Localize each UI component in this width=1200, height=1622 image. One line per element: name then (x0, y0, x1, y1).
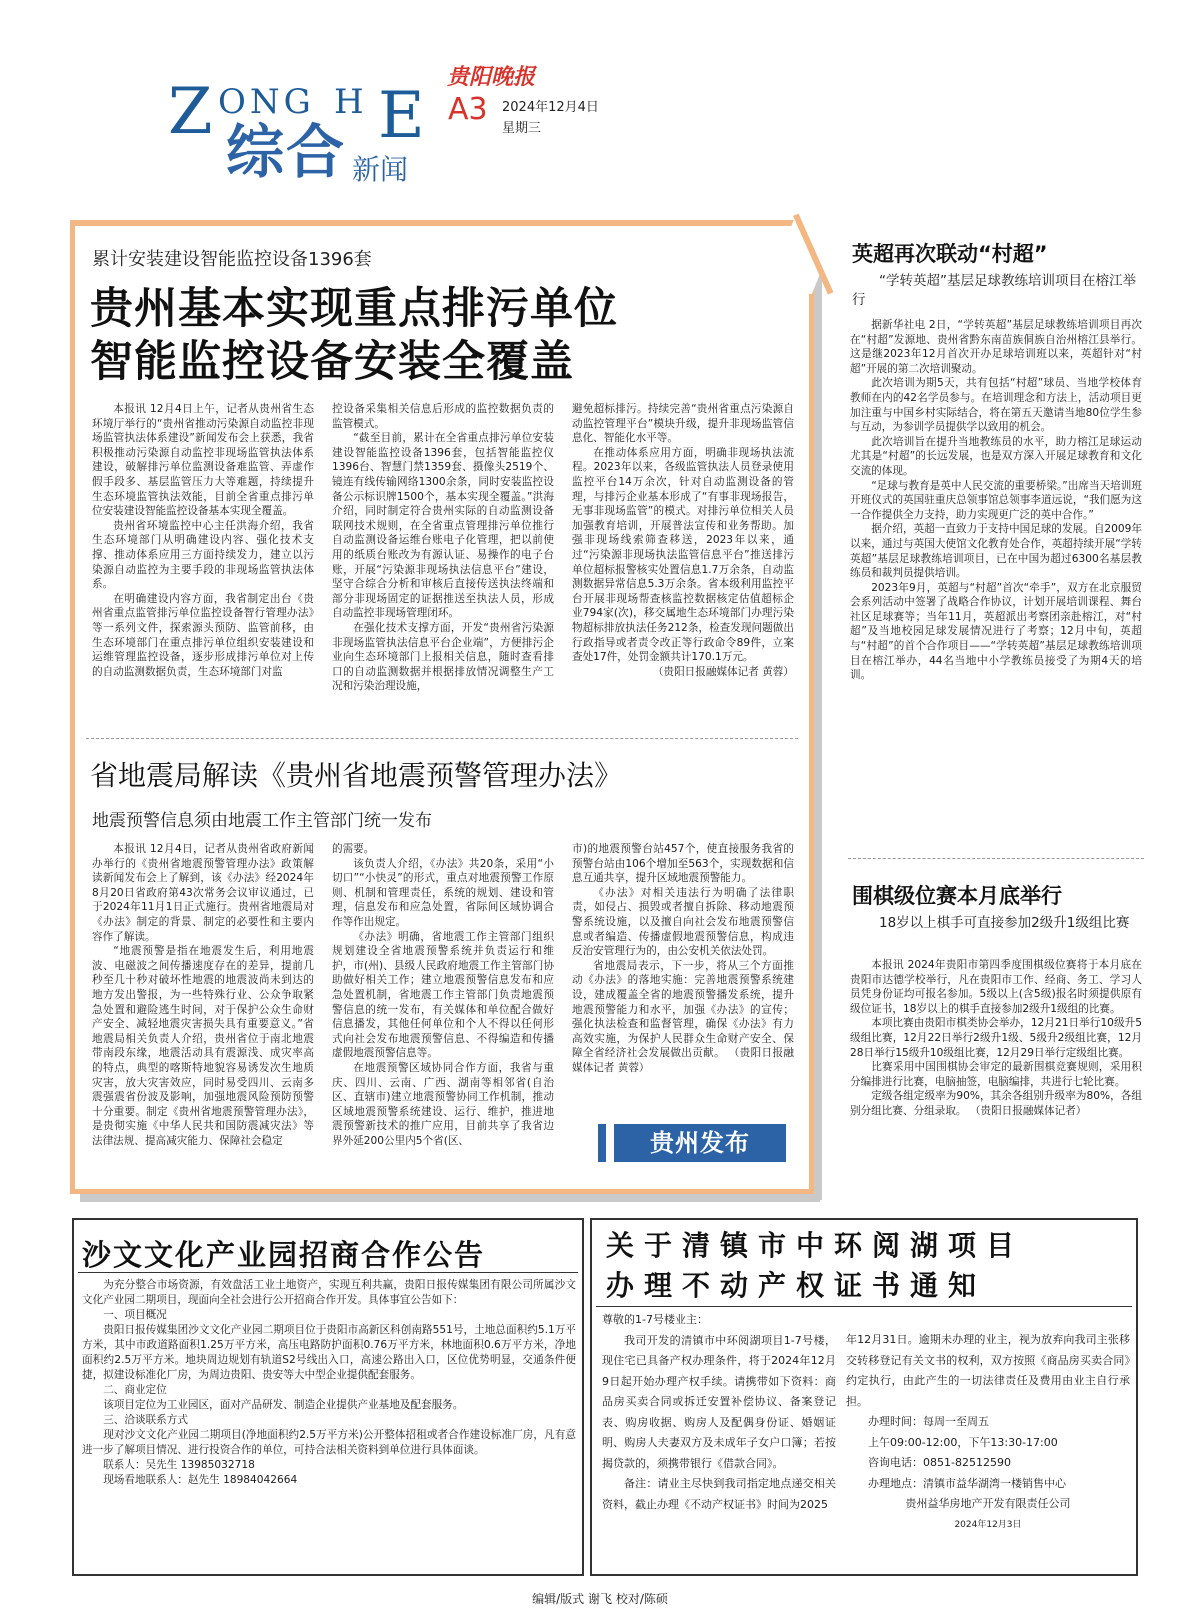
lead-paragraph: 在明确建设内容方面，我省制定出台《贵州省重点监管排污单位监控设备智行管理办法》等一系列文件，探索源头预防、监管前移，由生态环境部门在重点排污单位组织安装建设和运维管理监控设备，逐步形成排污单位对上传的自动监测数据负责，生态环境部门对监 (92, 592, 314, 678)
ad-shawen-rule (78, 1272, 578, 1273)
story2-column-3 (572, 842, 794, 1114)
sidebar1-subtitle: “学转英超”基层足球教练培训项目在榕江举行 (852, 273, 1136, 308)
ad-zhonghuan-place: 办理地点：清镇市益华湖湾一楼销售中心 (868, 1476, 1066, 1490)
ad-shawen-intro: 为充分整合市场资源，有效盘活工业土地资产，实现互利共赢，贵阳日报传媒集团有限公司所属沙文文化产业园二期项目，现面向全社会进行公开招商合作开发。具体事宜公告如下： (82, 1279, 576, 1306)
ad-zhonghuan-title-line1: 关于清镇市中环阅湖项目 (606, 1229, 1025, 1262)
ad-zhonghuan-company: 贵州益华房地产开发有限责任公司 (905, 1497, 1071, 1510)
masthead-letter-z: Z (168, 75, 213, 149)
page-credits: 编辑/版式 谢飞 校对/陈硕 (532, 1592, 668, 1606)
sidebar2-paragraph: 定级各组定级率为90%，其余各组别升级率为80%，各组别分组比赛、分组录取。 （贵阳日报融媒体记者） (850, 1090, 1142, 1117)
lead-kicker: 累计安装建设智能监控设备1396套 (92, 249, 372, 270)
ad-shawen-title: 沙文文化产业园招商合作公告 (82, 1238, 486, 1272)
lead-paragraph: “截至目前，累计在全省重点排污单位安装建设智能监控设备1396套，包括智能监控仪1396台、智慧门禁1359套、摄像头2519个、镜连有线传输网络1300余条，同时安装监控设备公示标识牌1500个，基本实现全覆盖。”洪海介绍，同时制定符合贵州实际的自动监测设备联网技术规则，在全省重点管理排污单位推行自动监测设备运维台账电子化管理，把以前使用的纸质台账改为有源认证、易操作的电子台账，开展“污染源非现场执法信息平台”建设，坚守合综合分析和审核后直接传送执法终端和部分非现场固定的证据推送至执法人员，形成自动监控非现场管理闭环。 (332, 432, 554, 620)
lead-paragraph: 控设备采集相关信息后形成的监控数据负责的监管模式。 (332, 403, 554, 430)
page-number: A3 (448, 92, 488, 127)
ad-shawen-heading: 一、项目概况 (103, 1309, 167, 1321)
ad-zhonghuan-left (602, 1310, 836, 1572)
ad-zhonghuan-date: 2024年12月3日 (954, 1519, 1022, 1530)
lead-paragraph: 在推动体系应用方面，明确非现场执法流程。2023年以来，各级监管执法人员登录使用监控平台14万余次，针对自动监测设备的管理，与排污企业基本形成了“有事非现场报告，无事非现场监管”的模式。对排污单位相关人员加强教育培训，开展普法宣传和业务帮助。加强非现场线索筛查移送，2023年以来，通过“污染源非现场执法监管信息平台”推送排污单位超标报警核实处置信息1.7万余条，自动监测数据异常信息5.3万余条。省本级利用监控平台开展非现场帮查核监控数据核定估值超标企业794家(次)，移交属地生态环境部门办理污染物超标排放执法任务212条，检查发现问题做出行政指导或者责令改正等行政命令89件，立案查处17件，处罚金额共计170.1万元。 (572, 446, 794, 664)
ad-shawen-paragraph: 现对沙文文化产业园二期项目(净地面积约2.5万平方米)公开整体招租或者合作建设标准厂房，凡有意进一步了解项目情况、进行投资合作的单位，可持合法相关资料到单位进行具体面谈。 (82, 1429, 576, 1456)
ad-shawen-body (82, 1278, 576, 1572)
section-divider (86, 738, 798, 739)
lead-paragraph: 在强化技术支撑方面，开发“贵州省污染源非现场监管执法信息平台企业端”，方便排污企业向生态环境部门上报相关信息，随时查看排口的自动监测数据并根据排放情况调整生产工况和污染治理设施， (332, 621, 554, 693)
story2-column-1 (92, 842, 314, 1177)
lead-paragraph: 本报讯 12月4日上午，记者从贵州省生态环境厅举行的“贵州省推动污染源自动监控非现场监管执法体系建设”新闻发布会上获悉，我省积极推动污染源自动监控非现场监管执法体系建设，破解排污单位监测设备难监管、弄虚作假手段多、基层监管压力大等难题，持续提升生态环境监管执法效能，目前全省重点排污单位安装建设智能监控设备基本实现全覆盖。 (92, 403, 314, 518)
sidebar2-paragraph: 本项比赛由贵阳市棋类协会举办，12月21日举行10级升5级组比赛，12月22日举行2级升1级、5级升2级组比赛，12月28日举行15级升10级组比赛，12月29日举行定级组比赛。 (850, 1017, 1142, 1059)
lead-headline-line2: 智能监控设备安装全覆盖 (90, 337, 574, 387)
masthead-letters-ong: ONG (218, 82, 315, 122)
ad-zhonghuan-title (606, 1226, 1106, 1306)
lead-headline (90, 283, 790, 389)
sidebar2-body (850, 958, 1142, 1202)
lead-headline-line1: 贵州基本实现重点排污单位 (90, 284, 618, 334)
ad-shawen-heading: 三、洽谈联系方式 (103, 1414, 188, 1426)
ad-zhonghuan-paragraph: 我司开发的清镇市中环阅湖项目1-7号楼，现住宅已具备产权办理条件，将于2024年12月9日起开始办理产权手续。请携带如下资料：商品房买卖合同或拆迁安置补偿协议、备案登记表、购房收据、购房人及配偶身份证、婚姻证明、购房人夫妻双方及未成年子女户口簿；若按揭贷款的，须携带银行《借款合同》。 (602, 1333, 836, 1470)
sidebar2-title: 围棋级位赛本月底举行 (852, 884, 1062, 908)
sidebar2-subtitle: 18岁以上棋手可直接参加2级升1级组比赛 (879, 915, 1130, 931)
sidebar1-paragraph: 此次培训为期5天，共有包括“村超”球员、当地学校体育教师在内的42名学员参与。在培训理念和方法上，活动项目更加注重与中国乡村实际结合，将在第五天邀请当地80位学生参与互动，为参训学员提供学以致用的机会。 (850, 377, 1142, 434)
sidebar1-paragraph: 2023年9月，英超与“村超”首次“牵手”，双方在北京服贸会系列活动中签署了战略合作协议，计划开展培训课程、舞台社区足球赛等；当年11月，英超派出考察团亲赴榕江，对“村超”及当地校园足球发展情况进行了考察；12月中旬，英超与“村超”的首个合作项目——“学转英超”基层足球教练培训项目在榕江举办，44名当地中小学教练员接受了为期4天的培训。 (850, 581, 1142, 682)
ad-shawen-paragraph: 该项目定位为工业园区，面对产品研发、制造企业提供产业基地及配套服务。 (103, 1399, 464, 1411)
lead-column-1 (92, 402, 314, 732)
publish-weekday: 星期三 (502, 121, 542, 136)
badge-label: 贵州发布 (614, 1124, 786, 1162)
story2-paragraph: 本报讯 12月4日，记者从贵州省政府新闻办举行的《贵州省地震预警管理办法》政策解读新闻发布会上了解到，该《办法》经2024年8月20日省政府第43次常务会议审议通过，已于2024年11月1日正式施行。贵州省地震局对《办法》制定的背景、制定的必要性和主要内容作了解读。 (92, 843, 314, 943)
paper-logo: 贵阳晚报 (447, 64, 536, 90)
lead-paragraph: 贵州省环境监控中心主任洪海介绍，我省生态环境部门从明确建设内容、强化技术支撑、推动体系应用三方面持续发力，建立以污染源自动监控为主要手段的非现场监管执法体系。 (92, 519, 314, 591)
ad-zhonghuan-phone: 咨询电话：0851-82512590 (868, 1456, 1011, 1469)
ad-zhonghuan-title-line2: 办理不动产权证书通知 (606, 1269, 987, 1302)
ad-zhonghuan-salutation: 尊敬的1-7号楼业主： (602, 1313, 708, 1326)
badge-accent-bar (598, 1124, 606, 1162)
sidebar1-paragraph: 据介绍，英超一直致力于支持中国足球的发展。自2009年以来，通过与英国大使馆文化教育处合作，英超持续开展“学转英超”基层足球教练培训项目，已在中国为超过6300名基层教练员和裁判员提供培训。 (850, 523, 1142, 580)
story2-paragraph: 的需要。 (332, 843, 375, 855)
story2-paragraph: 《办法》明确，省地震工作主管部门组织规划建设全省地震预警系统并负责运行和维护，市(州)、县级人民政府地震工作主管部门协助做好相关工作；建立地震预警信息发布和应急处置机制，省地震工作主管部门负责地震预警信息的统一发布，有关媒体和单位配合做好信息播发，其他任何单位和个人不得以任何形式向社会发布地震预警信息、不得编造和传播虚假地震预警信息等。 (332, 930, 554, 1060)
story2-paragraph: 《办法》对相关违法行为明确了法律职责，如侵占、损毁或者擅自拆除、移动地震预警系统设施，以及擅自向社会发布地震预警信息或者编造、传播虚假地震预警信息，构成违反治安管理行为的，由公安机关依法处罚。 (572, 886, 794, 958)
section-subtitle: 新闻 (352, 153, 409, 186)
ad-shawen-paragraph: 贵阳日报传媒集团沙文文化产业园二期项目位于贵阳市高新区科创南路551号，土地总面积约5.1万平方米，其中市政道路面积1.25万平方米，高压电路防护面积0.76万平方米，林地面积0.6万平方米，净地面积约2.5万平方米。地块周边规划有轨道S2号线出入口，高速公路出入口，区位优势明显，交通条件便捷，拟建设标准化厂房，为周边贵阳、贵安等大中型企业提供配套服务。 (82, 1324, 576, 1381)
ad-zhonghuan-note: 备注：请业主尽快到我司指定地点递交相关资料，截止办理《不动产权证书》时间为2025 (602, 1477, 836, 1511)
ad-shawen-contact: 现场看地联系人：赵先生 18984042664 (103, 1474, 298, 1486)
ad-shawen-contact: 联系人：吴先生 13985032718 (103, 1459, 255, 1471)
sidebar2-paragraph: 本报讯 2024年贵阳市第四季度围棋级位赛将于本月底在贵阳市达德学校举行，凡在贵阳市工作、经商、务工、学习人员凭身份证均可报名参加。5级以上(含5级)报名时须提供原有级位证书，18岁以上的棋手直接参加2级升1级组的比赛。 (850, 959, 1142, 1015)
lead-paragraph: 避免超标排污。持续完善“贵州省重点污染源自动监控管理平台”模块升级，提升非现场监管信息化、智能化水平等。 (572, 403, 794, 445)
section-title: 综合 (226, 118, 347, 186)
ad-zhonghuan-paragraph: 年12月31日。逾期未办理的业主，视为放弃向我司主张移交转移登记有关文书的权利，双方按照《商品房买卖合同》约定执行，由此产生的一切法律责任及费用由业主自行承担。 (846, 1333, 1130, 1408)
sidebar1-paragraph: 此次培训旨在提升当地教练员的水平，助力榕江足球运动尤其是“村超”的长远发展，也是双方深入开展足球教育和文化交流的体现。 (850, 435, 1142, 477)
sidebar2-paragraph: 比赛采用中国围棋协会审定的最新围棋竞赛规则，采用积分编排进行比赛，电脑抽签，电脑编排，共进行七轮比赛。 (850, 1061, 1142, 1088)
publish-date: 2024年12月4日 (502, 100, 599, 115)
sidebar1-body (850, 318, 1142, 846)
sidebar1-paragraph: “足球与教育是英中人民交流的重要桥梁。”出席当天培训班开班仪式的英国驻重庆总领事馆总领事李道远说，“我们愿为这一合作提供全力支持，助力实现更广泛的英中合作。” (850, 479, 1142, 521)
lead-column-2 (332, 402, 554, 732)
ad-shawen-heading: 二、商业定位 (103, 1384, 167, 1396)
story2-paragraph: “地震预警是指在地震发生后，利用地震波、电磁波之间传播速度存在的差异，提前几秒至几十秒对破坏性地震的地震波尚未到达的地方发出警报，为一些特殊行业、公众争取紧急处置和避险逃生时间，对于保护公众生命财产安全、减轻地震灾害损失具有重要意义。”省地震局相关负责人介绍，贵州省位于南北地震带南段东缘，地震活动具有震源浅、成灾率高的特点，典型的喀斯特地貌容易诱发次生地质灾害，放大灾害效应，同时易受四川、云南多震强震省份波及影响，加强地震风险预防预警十分重要。制定《贵州省地震预警管理办法》，是贵彻实施《中华人民共和国防震减灾法》等法律法规、提高减灾能力、保障社会稳定 (92, 945, 314, 1147)
masthead-letter-h: H (334, 82, 366, 122)
ad-zhonghuan-times: 上午09:00-12:00，下午13:30-17:00 (868, 1435, 1058, 1449)
story2-paragraph: 在地震预警区域协同合作方面，我省与重庆、四川、云南、广西、湖南等相邻省(自治区、直辖市)建立地震预警协同工作机制，推动区域地震预警系统建设、运行、维护，推进地震预警新技术的推广应用，目前共享了我省边界外延200公里内5个省(区、 (332, 1061, 554, 1147)
sidebar-divider (848, 858, 1144, 859)
lead-column-3 (572, 402, 794, 732)
guizhou-release-badge (598, 1124, 786, 1162)
masthead-letter-e: E (378, 79, 425, 153)
ad-zhonghuan-right (846, 1330, 1130, 1572)
story2-headline: 省地震局解读《贵州省地震预警管理办法》 (90, 759, 623, 792)
ad-zhonghuan-hours: 办理时间：每周一至周五 (868, 1415, 989, 1428)
story2-paragraph: 市)的地震预警台站457个，使直接服务我省的预警台站由106个增加至563个，实现数据和信息互通共享，提升区域地震预警能力。 (572, 843, 794, 885)
ad-zhonghuan-rule (596, 1306, 1132, 1307)
story2-subhead: 地震预警信息须由地震工作主管部门统一发布 (92, 811, 432, 831)
lead-byline: （贵阳日报融媒体记者 黄蓉） (652, 665, 794, 678)
story2-column-2 (332, 842, 554, 1177)
story2-paragraph: 省地震局表示，下一步，将从三个方面推动《办法》的落地实施：完善地震预警系统建设，建成覆盖全省的地震预警播发系统，提升地震预警能力和水平，加强《办法》的宣传；强化执法检查和监督管理，确保《办法》有力高效实施，为保护人民群众生命财产安全、保障全省经济社会发展做出贡献。 （贵阳日报融媒体记者 黄蓉） (572, 959, 794, 1074)
sidebar1-paragraph: 据新华社电 2日，“学转英超”基层足球教练培训项目再次在“村超”发源地、贵州省黔东南苗族侗族自治州榕江县举行。这是继2023年12月首次开办足球培训班以来，英超针对“村超”开展的第二次培训聚动。 (850, 319, 1142, 375)
story2-paragraph: 该负责人介绍，《办法》共20条，采用“小切口”“小快灵”的形式，重点对地震预警工作原则、机制和管理责任，系统的规划、建设和管理，信息发布和应急处置，省际间区域协调合作等作出规定。 (332, 857, 554, 928)
sidebar1-title: 英超再次联动“村超” (852, 242, 1048, 266)
